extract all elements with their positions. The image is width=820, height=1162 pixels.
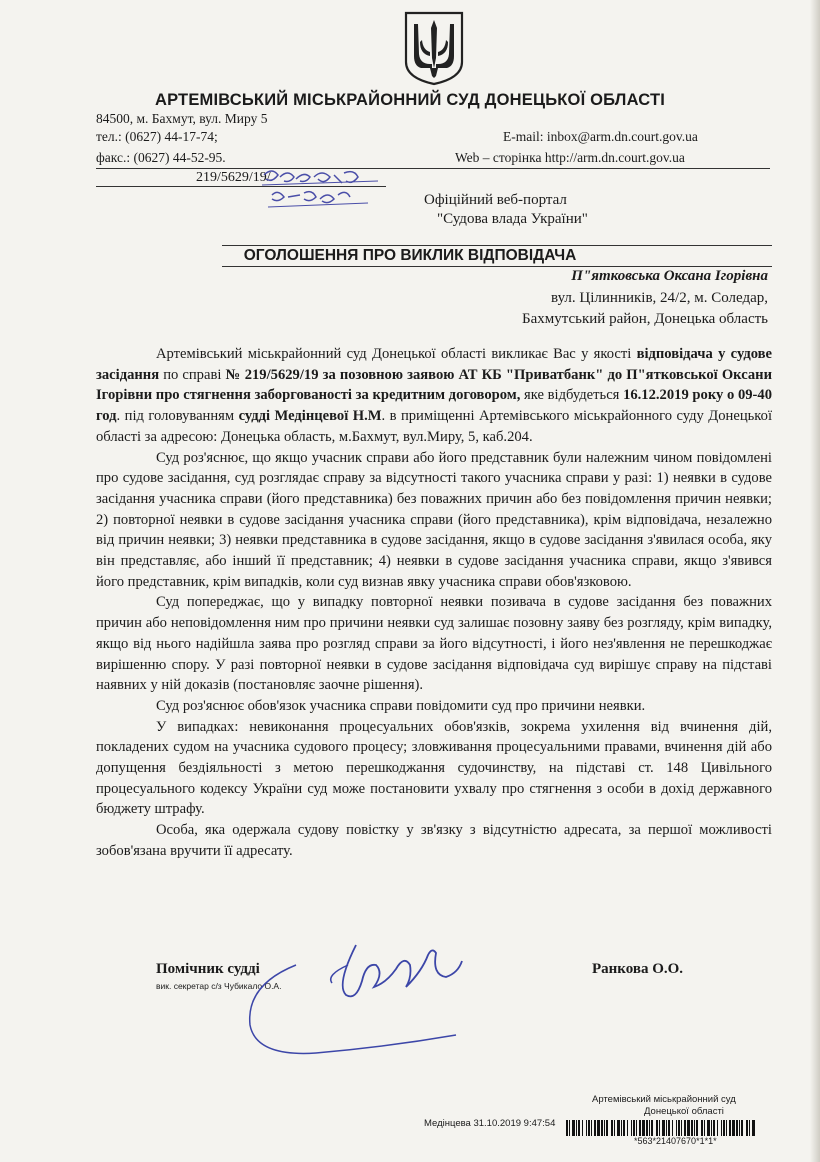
court-website: Web – сторінка http://arm.dn.court.gov.ua [455,150,685,165]
notice-body [96,344,772,862]
court-fax: факс.: (0627) 44-52-95. [96,150,226,165]
handwritten-signature-icon [236,925,466,1065]
barcode-number: *563*21407670*1*1* [634,1136,717,1146]
paragraph-fine: У випадках: невиконання процесуальних обов'язків, зокрема ухилення від вчинення дій, покладених судом на учасника судового процесу; зловживання процесуальними правами, вчинення дій або допущення бездіяльності з метою перешкоджання судочинству, на підставі ст. 148 Цивільного процесуального кодексу України суд може постановити ухвалу про стягнення з особи в дохід державного бюджету штрафу. [96,718,772,818]
signatory-name: Ранкова О.О. [592,961,684,977]
court-name: АРТЕМІВСЬКИЙ МІСЬКРАЙОННИЙ СУД ДОНЕЦЬКОЇ ОБЛАСТІ [154,91,666,109]
header-divider [96,168,770,169]
signatory-title: Помічник судді [156,961,260,977]
paragraph-absence-rules: Суд роз'яснює, що якщо учасник справи або його представник були належним чином повідомлені про судове засідання, суд розглядає справу за відсутності такого учасника справи у разі: 1) неявки в судове засідання учасника справи (його представника) без поважних причин або без повідомлення причин неявки; 2) повторної неявки в судове засідання учасника справи (його представника), крім відповідача, незалежно від причин неявки; 3) неявки представника в судове засідання, якщо в судове засідання з'явилася особа, яку він представляє, або інший її представник; 4) неявки в судове засідання учасника справи, якщо з'явився його представник, крім випадків, коли суд визнав явку учасника справи обов'язковою. [96,449,772,590]
title-rule-bottom [222,266,772,267]
stamp-court-line-2: Донецької області [644,1106,724,1117]
executor-note: вик. секретар с/з Чубикало О.А. [156,981,282,991]
court-phone: тел.: (0627) 44-17-74; [96,129,218,144]
handwritten-registration-icon [258,165,398,215]
addressee-street: вул. Цілинників, 24/2, м. Соледар, [551,290,768,306]
page-edge-shadow [810,0,820,1162]
registration-number: 219/5629/19/ [196,170,271,185]
trident-emblem-icon [403,10,465,86]
paragraph-summons: Артемівський міськрайонний суд Донецької області викликає Вас у якості відповідача у судове засідання по справі № 219/5629/19 за позовною заявою АТ КБ "Приватбанк" до П"ятковської Оксани Ігорівни про стягнення заборгованості за кредитним договором, яке відбудеться 16.12.2019 року о 09-40 год. під головуванням судді Медінцевої Н.М. в приміщенні Артемівського міськрайонного суду Донецької області за адресою: Донецька область, м.Бахмут, вул.Миру, 5, каб.204. [96,346,773,445]
paragraph-delivery: Особа, яка одержала судову повістку у зв'язку з відсутністю адресата, за першої можливості зобов'язана вручити її адресату. [96,822,772,859]
notice-title: ОГОЛОШЕННЯ ПРО ВИКЛИК ВІДПОВІДАЧА [243,247,577,264]
portal-line-2: "Судова влада України" [437,211,588,227]
court-email: E-mail: inbox@arm.dn.court.gov.ua [503,129,698,144]
barcode-icon [566,1120,756,1136]
portal-line-1: Офіційний веб-портал [424,192,567,208]
court-address: 84500, м. Бахмут, вул. Миру 5 [96,111,268,126]
paragraph-duty: Суд роз'яснює обов'язок учасника справи повідомити суд про причини неявки. [156,697,646,714]
addressee-name: П"ятковська Оксана Ігорівна [571,268,768,284]
paragraph-warning: Суд попереджає, що у випадку повторної неявки позивача в судове засідання без поважних причин або неповідомлення ним про причини неявки суд залишає позовну заяву без розгляду, крім випадку, якщо від нього надійшла заява про розгляд справи за його відсутності, і його нез'явлення не перешкоджає вирішенню спору. У разі повторної неявки в судове засідання відповідача суд вирішує справу на підставі наявних у ній доказів (постановляє заочне рішення). [96,594,772,694]
stamp-registered: Медінцева 31.10.2019 9:47:54 [424,1118,556,1129]
stamp-court-line-1: Артемівський міськрайонний суд [592,1094,736,1105]
addressee-region: Бахмутський район, Донецька область [521,311,768,327]
title-rule-top [222,245,772,246]
